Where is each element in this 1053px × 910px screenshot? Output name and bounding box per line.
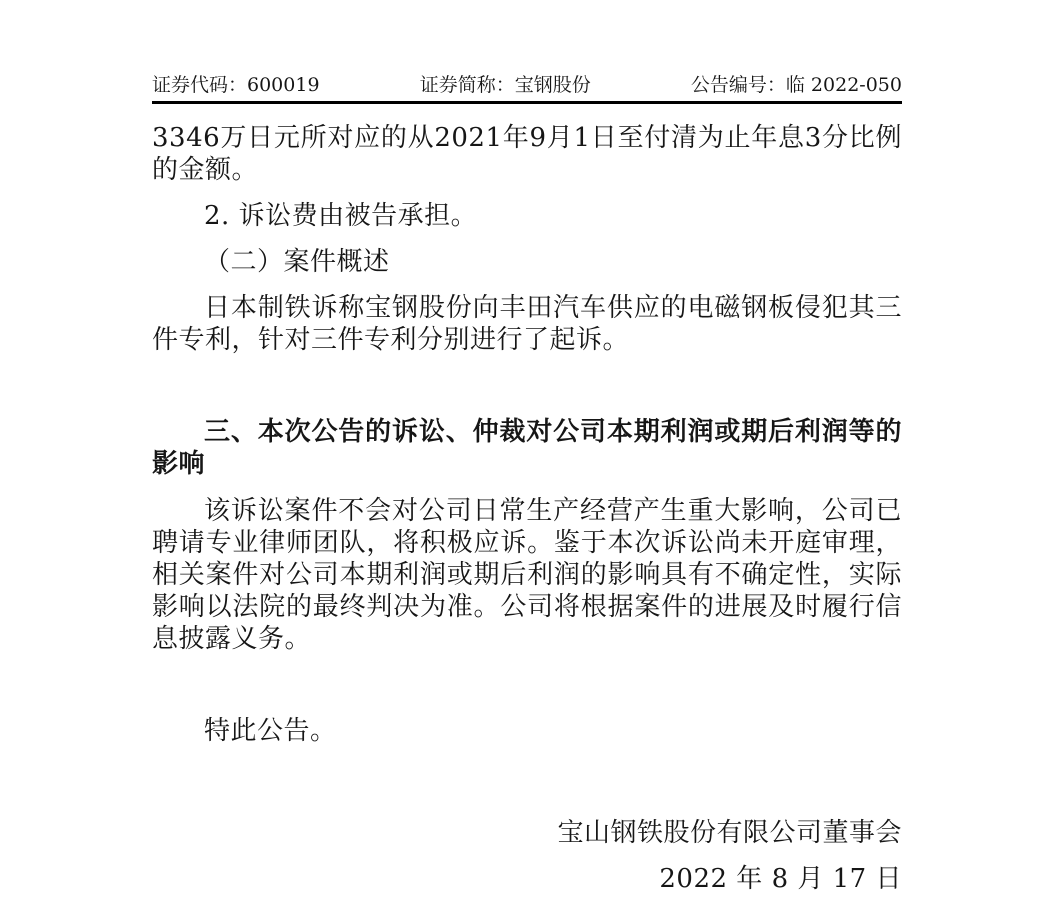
header-divider xyxy=(152,101,902,104)
closing-statement: 特此公告。 xyxy=(204,716,337,746)
list-item-litigation-fee: 2. 诉讼费由被告承担。 xyxy=(204,201,478,231)
document-content xyxy=(152,0,902,895)
stock-code: 证券代码：600019 xyxy=(152,74,320,96)
document-header xyxy=(152,74,902,96)
paragraph-impact: 该诉讼案件不会对公司日常生产经营产生重大影响，公司已聘请专业律师团队，将积极应诉。鉴于本次诉讼尚未开庭审理，相关案件对公司本期利润或期后利润的影响具有不确定性，实际影响以法院的最终判决为准。公司将根据案件的进展及时履行信息披露义务。 xyxy=(152,496,902,654)
stock-short-name: 证券简称：宝钢股份 xyxy=(419,74,591,96)
section-heading-case-overview: （二）案件概述 xyxy=(204,247,390,277)
paragraph-interest-amount: 3346万日元所对应的从2021年9月1日至付清为止年息3分比例的金额。 xyxy=(152,123,902,185)
announcement-number: 公告编号：临 2022-050 xyxy=(690,74,902,96)
section-heading-impact: 三、本次公告的诉讼、仲裁对公司本期利润或期后利润等的影响 xyxy=(152,417,902,479)
signature-date: 2022 年 8 月 17 日 xyxy=(659,864,902,894)
paragraph-case-summary: 日本制铁诉称宝钢股份向丰田汽车供应的电磁钢板侵犯其三件专利，针对三件专利分别进行了起诉。 xyxy=(152,293,902,355)
signature-company-board: 宝山钢铁股份有限公司董事会 xyxy=(557,818,902,848)
